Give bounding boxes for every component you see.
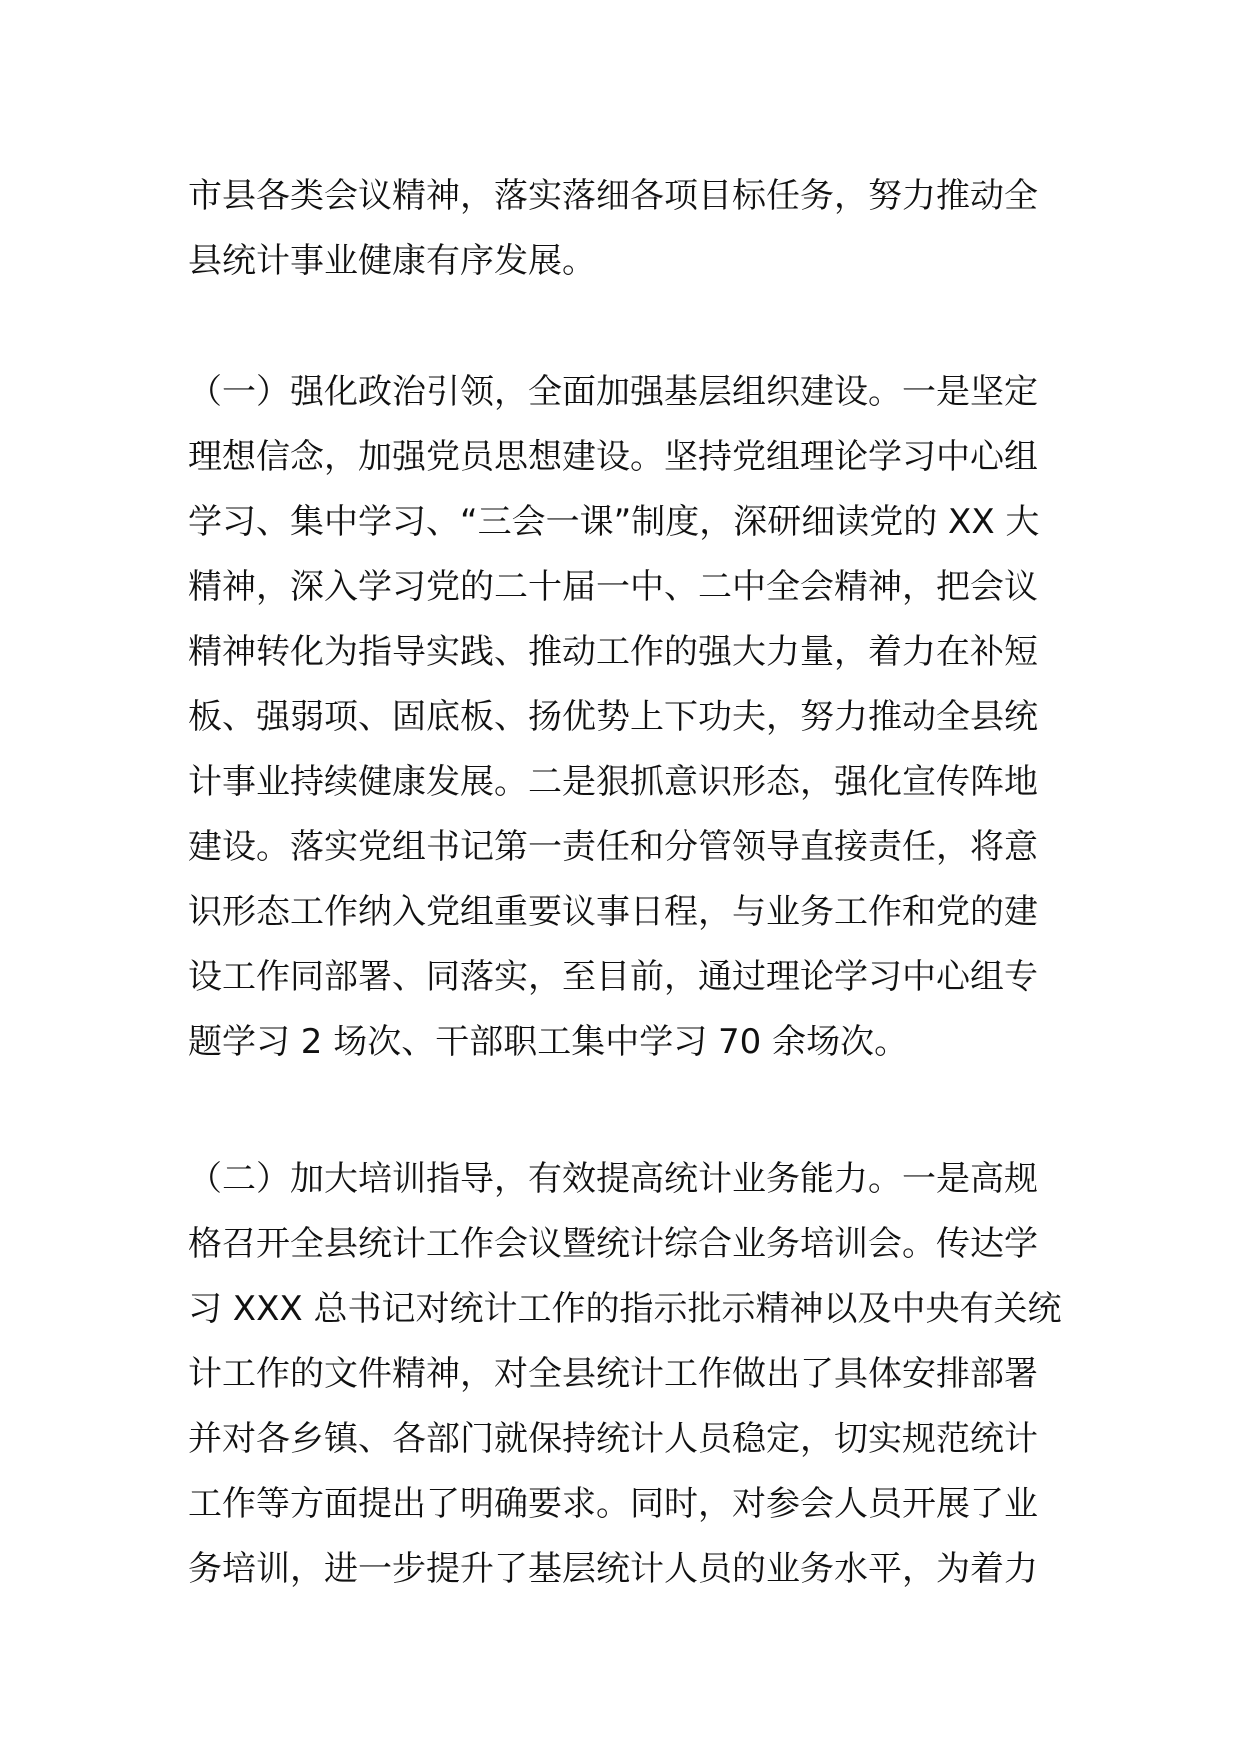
text-line: 理想信念，加强党员思想建设。坚持党组理论学习中心组 bbox=[188, 437, 1038, 477]
text-line: 务培训，进一步提升了基层统计人员的业务水平，为着力 bbox=[188, 1549, 1038, 1589]
text-line: 计工作的文件精神，对全县统计工作做出了具体安排部署 bbox=[188, 1354, 1038, 1394]
text-line: 设工作同部署、同落实，至目前，通过理论学习中心组专 bbox=[188, 957, 1038, 997]
text-line: 学习、集中学习、“三会一课”制度，深研细读党的 XX 大 bbox=[188, 502, 1040, 542]
paragraph-training-guidance bbox=[188, 1147, 1062, 1602]
text-line: 精神转化为指导实践、推动工作的强大力量，着力在补短 bbox=[188, 632, 1038, 672]
text-line: （一）强化政治引领，全面加强基层组织建设。一是坚定 bbox=[188, 372, 1038, 412]
text-line: 并对各乡镇、各部门就保持统计人员稳定，切实规范统计 bbox=[188, 1419, 1038, 1459]
text-line: （二）加大培训指导，有效提高统计业务能力。一是高规 bbox=[188, 1159, 1038, 1199]
text-line: 习 XXX 总书记对统计工作的指示批示精神以及中央有关统 bbox=[188, 1289, 1062, 1329]
text-line: 精神，深入学习党的二十届一中、二中全会精神，把会议 bbox=[188, 567, 1038, 607]
text-line: 市县各类会议精神，落实落细各项目标任务，努力推动全 bbox=[188, 176, 1038, 216]
paragraph-continuation bbox=[188, 164, 1062, 294]
text-line: 建设。落实党组书记第一责任和分管领导直接责任，将意 bbox=[188, 827, 1038, 867]
text-line: 题学习 2 场次、干部职工集中学习 70 余场次。 bbox=[188, 1022, 909, 1062]
text-line: 识形态工作纳入党组重要议事日程，与业务工作和党的建 bbox=[188, 892, 1038, 932]
text-line: 工作等方面提出了明确要求。同时，对参会人员开展了业 bbox=[188, 1484, 1038, 1524]
text-line: 板、强弱项、固底板、扬优势上下功夫，努力推动全县统 bbox=[188, 697, 1038, 737]
paragraph-political-guidance bbox=[188, 360, 1062, 1075]
text-line: 计事业持续健康发展。二是狠抓意识形态，强化宣传阵地 bbox=[188, 762, 1038, 802]
text-line: 县统计事业健康有序发展。 bbox=[188, 241, 596, 281]
text-line: 格召开全县统计工作会议暨统计综合业务培训会。传达学 bbox=[188, 1224, 1038, 1264]
